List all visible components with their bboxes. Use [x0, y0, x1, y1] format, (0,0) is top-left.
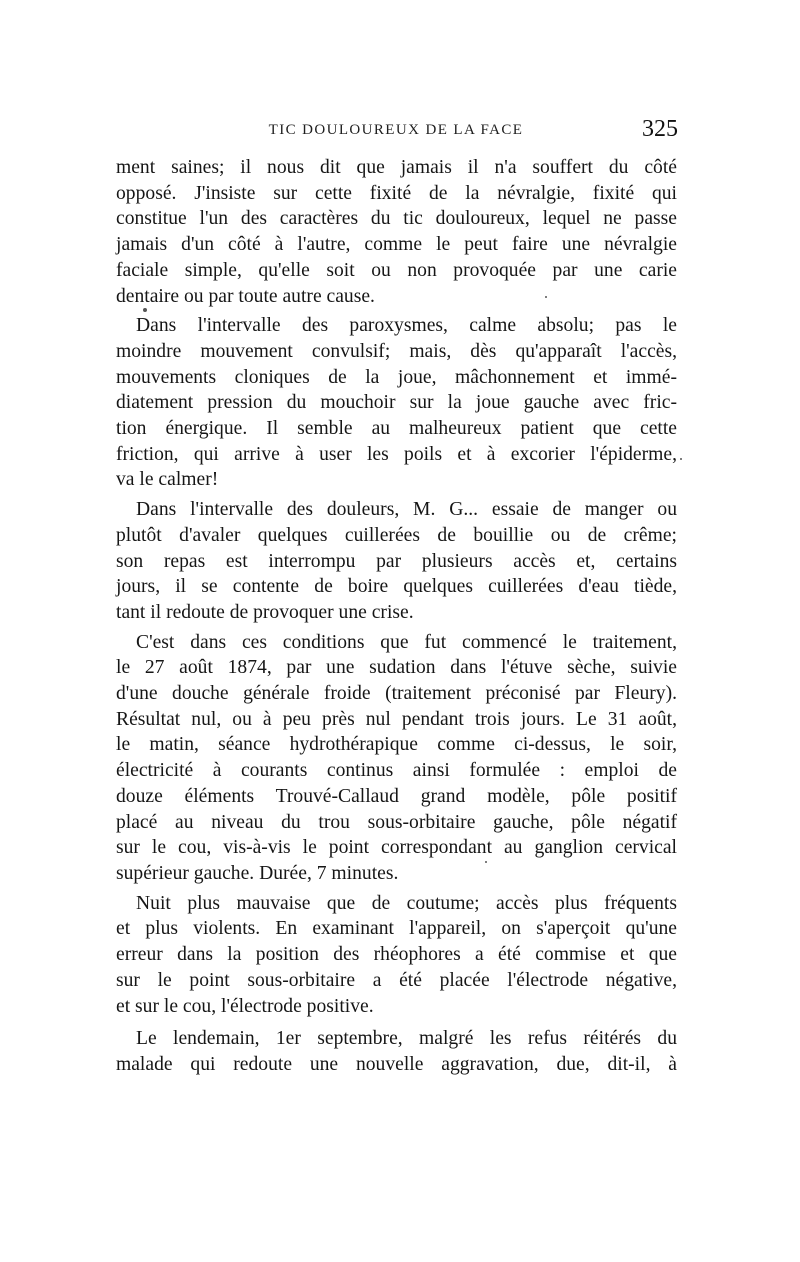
text-line: tion énergique. Il semble au malheureux patient que cette: [116, 418, 677, 440]
paragraph-4: [116, 630, 677, 887]
text-line: ment saines; il nous dit que jamais il n'a souffert du côté: [116, 157, 677, 178]
print-speck: [680, 458, 682, 460]
text-line: douze éléments Trouvé-Callaud grand modèle, pôle positif: [116, 785, 677, 807]
text-line: Le lendemain, 1er septembre, malgré les refus réitérés du: [136, 1028, 677, 1050]
paragraph-6: [116, 1026, 677, 1077]
print-speck: [143, 308, 147, 312]
text-line: électricité à courants continus ainsi formulée : emploi de: [116, 760, 677, 782]
print-speck: [485, 861, 487, 863]
text-line: moindre mouvement convulsif; mais, dès qu'apparaît l'accès,: [116, 340, 677, 362]
text-line: friction, qui arrive à user les poils et à excorier l'épiderme,: [116, 443, 677, 465]
text-line: erreur dans la position des rhéophores a été commise et que: [116, 944, 677, 966]
text-line: jours, il se contente de boire quelques cuillerées d'eau tiède,: [116, 576, 677, 598]
text-line: Dans l'intervalle des douleurs, M. G... essaie de manger ou: [136, 499, 677, 521]
running-head-title: TIC DOULOUREUX DE LA FACE: [268, 122, 524, 138]
text-line: Résultat nul, ou à peu près nul pendant trois jours. Le 31 août,: [116, 708, 677, 730]
text-line: sur le cou, vis-à-vis le point correspondant au ganglion cervical: [116, 837, 677, 859]
paragraph-2: [116, 313, 677, 493]
text-line: tant il redoute de provoquer une crise.: [116, 601, 414, 623]
text-line: va le calmer!: [116, 469, 219, 491]
paragraph-5: [116, 891, 677, 1020]
text-line: opposé. J'insiste sur cette fixité de la névralgie, fixité qui: [116, 182, 677, 204]
text-line: supérieur gauche. Durée, 7 minutes.: [116, 862, 399, 884]
text-line: jamais d'un côté à l'autre, comme le peut faire une névralgie: [116, 234, 677, 256]
text-line: C'est dans ces conditions que fut commencé le traitement,: [136, 631, 677, 653]
text-line: diatement pression du mouchoir sur la joue gauche avec fric-: [116, 392, 677, 414]
text-line: et sur le cou, l'électrode positive.: [116, 995, 374, 1017]
text-line: malade qui redoute une nouvelle aggravation, due, dit-il, à: [116, 1053, 677, 1075]
page-number: 325: [642, 116, 678, 142]
text-line: Dans l'intervalle des paroxysmes, calme absolu; pas le: [136, 315, 677, 337]
text-line: mouvements cloniques de la joue, mâchonnement et immé-: [116, 366, 677, 388]
running-head: [114, 116, 678, 150]
text-line: sur le point sous-orbitaire a été placée l'électrode négative,: [116, 969, 677, 991]
text-line: d'une douche générale froide (traitement préconisé par Fleury).: [116, 683, 677, 705]
body-text: [116, 155, 677, 1078]
paragraph-1: [116, 155, 677, 309]
text-line: constitue l'un des caractères du tic douloureux, lequel ne passe: [116, 208, 677, 230]
text-line: Nuit plus mauvaise que de coutume; accès plus fréquents: [136, 892, 677, 914]
text-line: son repas est interrompu par plusieurs accès et, certains: [116, 550, 677, 572]
print-speck: [545, 296, 547, 298]
text-line: placé au niveau du trou sous-orbitaire gauche, pôle négatif: [116, 811, 677, 833]
text-line: et plus violents. En examinant l'appareil, on s'aperçoit qu'une: [116, 918, 677, 940]
text-line: le 27 août 1874, par une sudation dans l'étuve sèche, suivie: [116, 657, 677, 679]
text-line: dentaire ou par toute autre cause.: [116, 285, 375, 307]
text-line: plutôt d'avaler quelques cuillerées de bouillie ou de crême;: [116, 524, 677, 546]
paragraph-3: [116, 497, 677, 626]
text-line: faciale simple, qu'elle soit ou non provoquée par une carie: [116, 259, 677, 281]
text-line: le matin, séance hydrothérapique comme ci-dessus, le soir,: [116, 734, 677, 756]
